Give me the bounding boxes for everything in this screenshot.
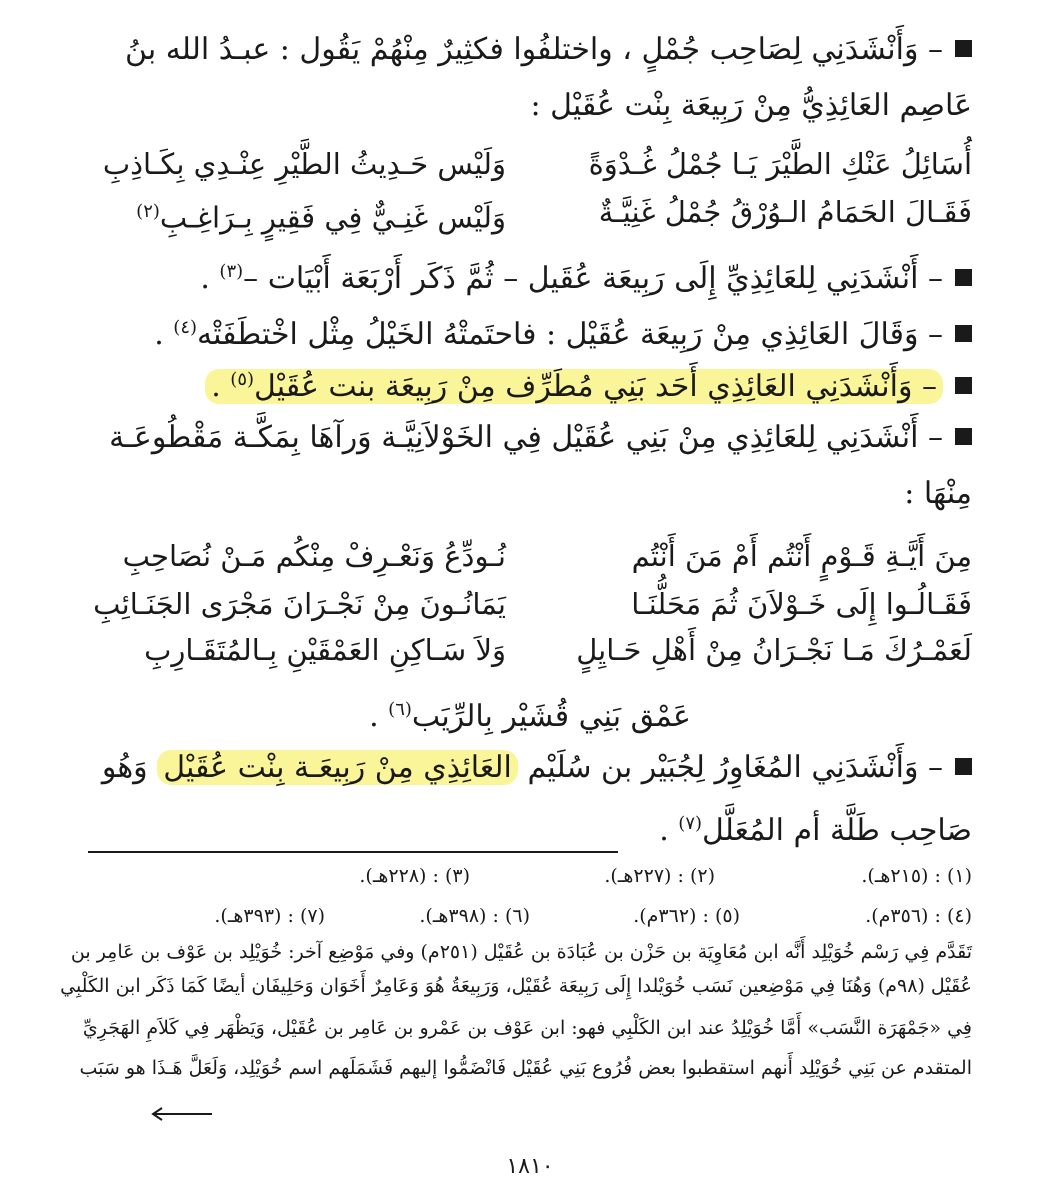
paragraph-1-line-2: عَاصِم العَائِذِيُّ مِنْ رَبِيعَة بِنْت عُقَيْل :	[530, 88, 972, 123]
paragraph-1-line-1: – وَأَنْشَدَنِي لِصَاحِب جُمْلٍ ، واختلفُوا فكثِيرٌ مِنْهُمْ يَقُول : عبـدُ الله بنُ	[72, 22, 972, 78]
footnote-ref-4: (٤) : (٣٥٦م).	[865, 905, 972, 927]
bullet-square-icon	[955, 758, 972, 775]
paragraph-5-line-1: – أَنْشَدَنِي لِلعَائِذِي مِنْ بَنِي عُقَيْل فِي الخَوْلاَنِيَّـة وَرآهَا بِمَكَّـة مَقْطُوعَـة	[72, 410, 972, 466]
footnote-line-4: المتقدم عن بَنِي خُوَيْلِد أَنهم استقطبوا بعض فُرُوع بَنِي عُقَيْل فَانْضَمُّوا إليهم فَشَمَلَهم اسم خُوَيْلِد، وَلَعَلَّ هَـذَا هو سَبَب	[79, 1057, 972, 1079]
verse-5-second-hemistich: وَلاَ سَـاكِنِ العَمْقَيْنِ بِـالمُتَقَـارِبِ	[144, 633, 506, 667]
verse-4-first-hemistich: فَقَـالُـوا إِلَى خَـوْلاَنَ ثُمَ مَحَلُّنَـا	[631, 587, 972, 621]
paragraph-5-line-2: مِنْهَا :	[904, 476, 972, 511]
footnote-divider	[88, 851, 618, 853]
paragraph-2: – أَنْشَدَنِي لِلعَائِذِيِّ إِلَى رَبِيعَة عُقَيل – ثُمَّ ذَكَر أَرْبَعَة أَبْيَات –$^{(٣)}$ .	[72, 244, 972, 307]
footnote-marker-6: (٦)	[388, 699, 412, 720]
footnote-marker-4: (٤)	[173, 317, 198, 338]
verse-2-first-hemistich: فَقَـالَ الحَمَامُ الـوُرْقُ جُمْلُ غَنِيَّـةٌ	[598, 195, 972, 229]
footnote-line-1: تَقَدَّم فِي رَسْم خُوَيْلِد أَنَّه ابن مُعَاوِيَة بن حَزْن بن عُبَادَة بن عُقَيْل (٢٥١م) وفي مَوْضِع آخر: خُوَيْلِد بن عَوْف بن عَامِر بن	[70, 941, 972, 963]
footnote-marker-5: (٥)	[230, 369, 255, 390]
continuation-arrow-icon	[150, 1106, 214, 1122]
bullet-square-icon	[955, 269, 972, 286]
bullet-square-icon	[955, 325, 972, 342]
footnote-ref-1: (١) : (٢١٥هـ).	[861, 865, 972, 887]
verse-2-second-hemistich	[86, 188, 506, 242]
paragraph-7-line-2: صَاحِب طَلَّة أم المُعَلَّل$^{(٧)}$ .	[659, 813, 972, 848]
footnote-marker-2: (٢)	[136, 201, 160, 222]
verse-2-text: وَلَيْس غَنِـيٌّ فِي فَقِيرٍ بِـرَاغِـبِ	[159, 200, 506, 235]
verse-1-second-hemistich: وَلَيْس حَـدِيثُ الطَّيْرِ عِنْـدِي بِكَـاذِبِ	[102, 147, 506, 181]
footnote-ref-6: (٦) : (٣٩٨هـ).	[419, 905, 530, 927]
page-number: ١٨١٠	[506, 1154, 554, 1179]
bullet-square-icon	[955, 377, 972, 394]
paragraph-7-line-1: – وَأَنْشَدَنِي المُغَاوِرُ لِجُبَيْر بن سُلَيْم العَائِذِي مِنْ رَبِيعَـة بِنْت عُقَيْل وَهُو	[72, 740, 972, 796]
paragraph-4	[72, 352, 972, 415]
bullet-square-icon	[955, 428, 972, 445]
verse-continuation: عَمْق بَنِي قُشَيْر بِالرِّيَب$^{(٦)}$ .	[369, 699, 691, 734]
bullet-square-icon	[955, 40, 972, 57]
verse-4-second-hemistich: يَمَانُـونَ مِنْ نَجْـرَانَ مَجْرَى الجَنَـائِبِ	[93, 587, 506, 621]
footnote-ref-3: (٣) : (٢٢٨هـ).	[359, 865, 470, 887]
footnote-ref-7: (٧) : (٣٩٣هـ).	[214, 905, 325, 927]
highlighted-text: – وَأَنْشَدَنِي العَائِذِي أَحَد بَنِي مُطَرِّف مِنْ رَبِيعَة بنت عُقَيْل$^{(٥)}$ .	[205, 369, 943, 404]
verse-3-first-hemistich: مِنَ أَيَّـةِ قَـوْمٍ أَنْتُم أَمْ مَنَ أَنْتُم	[631, 539, 972, 573]
paragraph-3: – وَقَالَ العَائِذِي مِنْ رَبِيعَة عُقَيْل : فاحتَمتْهُ الخَيْلُ مِثْل اخْتطَفَتْه$^{(٤)}$ .	[72, 300, 972, 363]
footnote-ref-2: (٢) : (٢٢٧هـ).	[604, 865, 715, 887]
footnote-marker-7: (٧)	[678, 813, 703, 834]
verse-1-first-hemistich: أُسَائِلُ عَنْكِ الطَّيْرَ يَـا جُمْلُ غُـدْوَةً	[588, 147, 972, 181]
footnote-ref-5: (٥) : (٣٦٢م).	[633, 905, 740, 927]
footnote-marker-3: (٣)	[219, 261, 244, 282]
highlighted-text: العَائِذِي مِنْ رَبِيعَـة بِنْت عُقَيْل	[157, 750, 518, 785]
footnote-line-3: فِي «جَمْهَرَة النَّسَب» أَمَّا خُوَيْلِدُ عند ابن الكَلْبِي فهو: ابن عَوْف بن عَمْرو بن عَامِر بن عُقَيْل، وَيَظْهَر فِي كَلاَمِ الهَجَرِيِّ	[82, 1017, 972, 1039]
verse-5-first-hemistich: لَعَمْـرُكَ مَـا نَجْـرَانُ مِنْ أَهْلِ حَـايِلٍ	[576, 633, 972, 667]
footnote-line-2: عُقَيْل (٩٨م) وَهُنَا فِي مَوْضِعين نَسَب خُوَيْلدا إِلَى رَبِيعَة عُقَيْل، وَرَبِيعَةُ هُوَ وَعَامِرٌ أَخَوَان وَحَلِيفَان أيضًا كَمَا ذَكَر ابن الكَلْبِي	[60, 975, 972, 997]
verse-3-second-hemistich: نُـودِّعُ وَنَعْـرِفْ مِنْكُم مَـنْ نُصَاحِبِ	[122, 539, 506, 573]
